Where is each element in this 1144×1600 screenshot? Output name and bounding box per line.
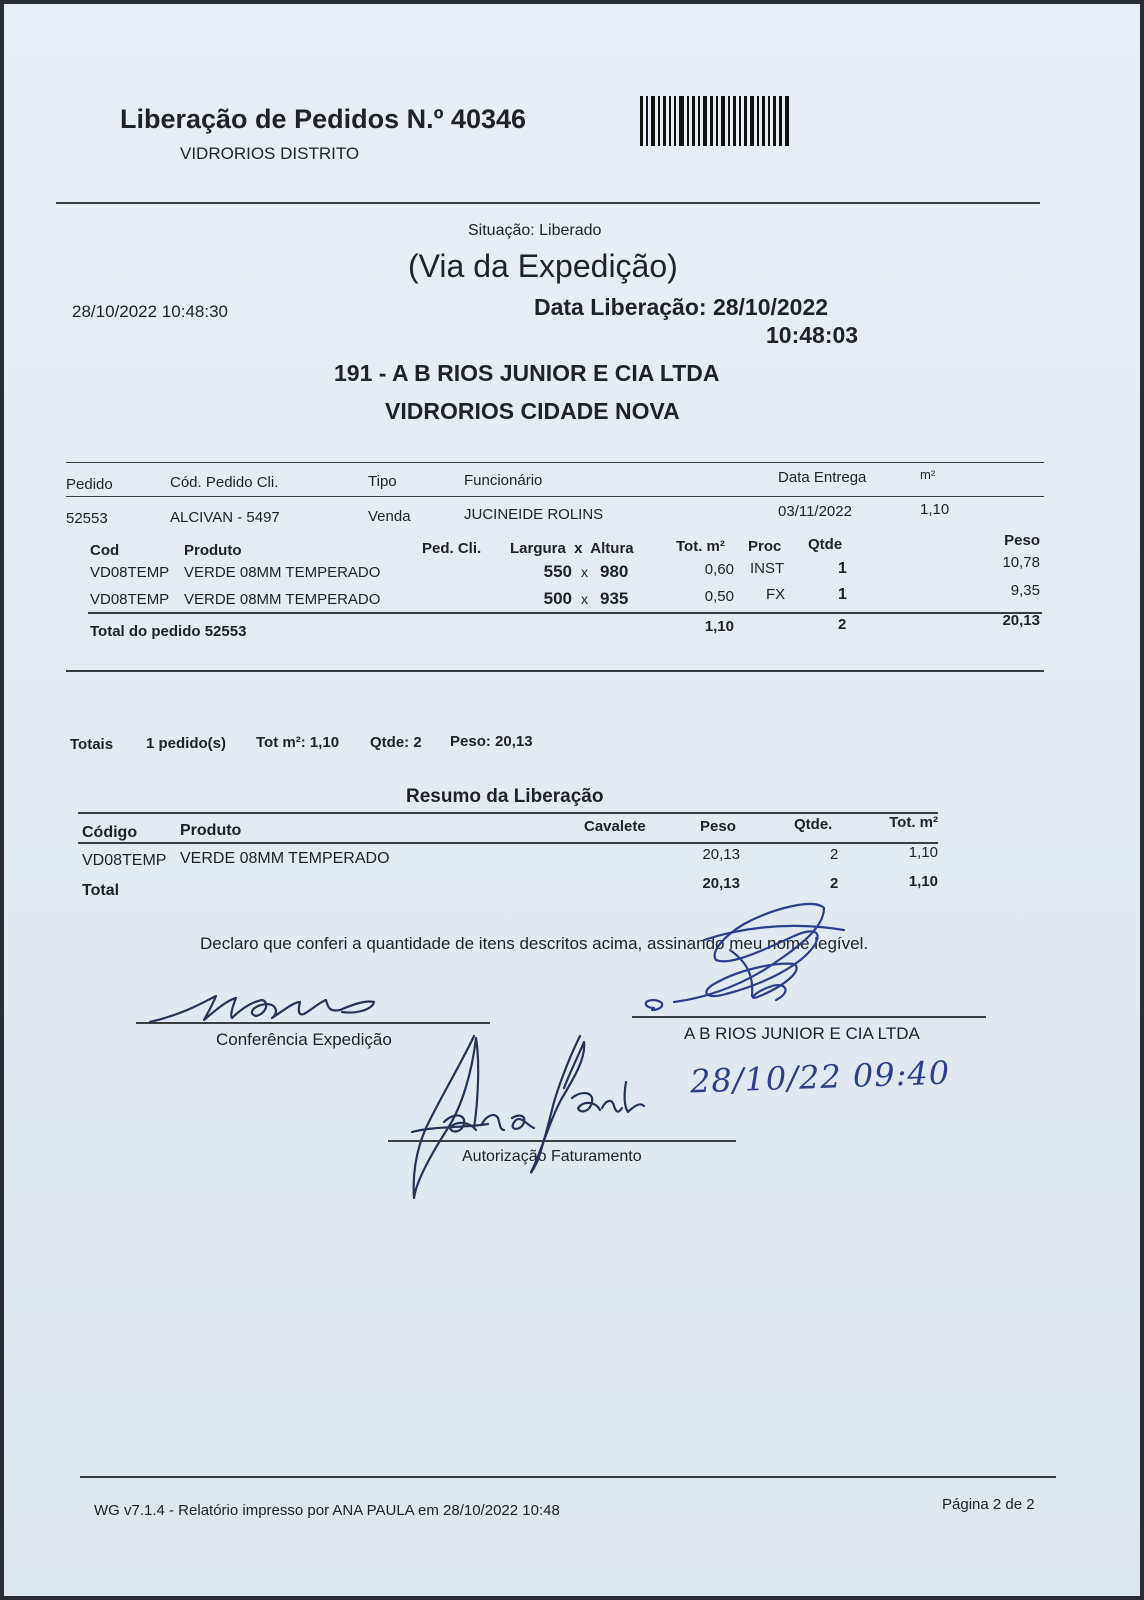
item-1-qtde: 1 <box>838 560 847 577</box>
via-label: (Via da Expedição) <box>408 248 678 284</box>
footer-divider <box>80 1476 1056 1478</box>
resumo-header-cavalete: Cavalete <box>584 818 646 835</box>
item-1-peso: 10,78 <box>1002 554 1040 571</box>
situacao-status: Situação: Liberado <box>468 222 602 239</box>
resumo-header-divider <box>78 842 938 844</box>
resumo-row-tot-m2: 1,10 <box>908 844 938 861</box>
item-1-tot-m2: 0,60 <box>704 561 734 578</box>
item-1-times: x <box>581 564 588 580</box>
item-header-produto: Produto <box>184 542 242 559</box>
order-total-tot-m2: 1,10 <box>704 618 734 635</box>
resumo-title: Resumo da Liberação <box>406 786 604 807</box>
item-2-largura: 500 <box>543 589 572 608</box>
item-2-altura: 935 <box>600 589 629 608</box>
order-header-divider <box>66 496 1044 497</box>
document-title: Liberação de Pedidos N.º 40346 <box>120 104 527 134</box>
item-header-ped-cli: Ped. Cli. <box>422 540 482 557</box>
item-1-largura: 550 <box>543 562 572 581</box>
totais-peso: Peso: 20,13 <box>450 733 533 750</box>
item-1-produto: VERDE 08MM TEMPERADO <box>184 564 381 581</box>
item-2-tot-m2: 0,50 <box>704 588 734 605</box>
data-liberacao: Data Liberação: 28/10/2022 <box>534 294 829 320</box>
totais-label: Totais <box>70 736 114 753</box>
items-total-divider <box>88 612 1042 614</box>
col-header-m2: m² <box>920 467 936 482</box>
item-header-peso: Peso <box>1004 532 1040 549</box>
col-header-data-entrega: Data Entrega <box>778 469 867 486</box>
order-cod-pedido-cli: ALCIVAN - 5497 <box>170 509 280 526</box>
resumo-header-codigo: Código <box>82 824 138 841</box>
resumo-row-peso: 20,13 <box>702 846 740 863</box>
order-data-entrega: 03/11/2022 <box>778 503 852 520</box>
resumo-row-qtde: 2 <box>830 846 839 863</box>
item-2-peso: 9,35 <box>1010 582 1040 599</box>
client-branch: VIDRORIOS CIDADE NOVA <box>385 398 680 424</box>
item-header-largura-altura: Largura x Altura <box>510 540 634 557</box>
header-divider <box>56 202 1040 204</box>
item-header-tot-m2: Tot. m² <box>676 538 725 555</box>
footer-printed-by: WG v7.1.4 - Relatório impresso por ANA PAULA em 28/10/2022 10:48 <box>94 1502 560 1519</box>
item-2-produto: VERDE 08MM TEMPERADO <box>184 591 381 608</box>
autorizacao-label: Autorização Faturamento <box>462 1148 642 1165</box>
order-m2: 1,10 <box>920 501 950 518</box>
issuing-company: VIDRORIOS DISTRITO <box>180 144 360 163</box>
item-2-proc: FX <box>766 586 786 603</box>
col-header-pedido: Pedido <box>66 476 113 493</box>
order-table-bottom-border <box>66 670 1044 672</box>
resumo-total-peso: 20,13 <box>702 875 740 892</box>
col-header-cod-pedido-cli: Cód. Pedido Cli. <box>170 474 279 491</box>
item-header-qtde: Qtde <box>808 536 843 553</box>
document-page <box>4 4 1140 1596</box>
item-2-times: x <box>581 591 588 607</box>
item-1-altura: 980 <box>600 562 629 581</box>
resumo-total-tot-m2: 1,10 <box>908 873 938 890</box>
item-header-cod: Cod <box>90 542 120 559</box>
resumo-total-label: Total <box>82 882 120 899</box>
col-header-funcionario: Funcionário <box>464 472 543 489</box>
totais-pedidos: 1 pedido(s) <box>146 735 227 752</box>
barcode <box>640 96 792 146</box>
resumo-header-peso: Peso <box>700 818 736 835</box>
resumo-top-border <box>78 812 938 814</box>
resumo-row-codigo: VD08TEMP <box>82 852 167 869</box>
data-liberacao-time: 10:48:03 <box>766 322 859 348</box>
client-name: 191 - A B RIOS JUNIOR E CIA LTDA <box>334 360 720 386</box>
resumo-total-qtde: 2 <box>830 875 839 892</box>
order-total-qtde: 2 <box>838 616 847 633</box>
item-2-cod: VD08TEMP <box>90 591 170 608</box>
resumo-row-produto: VERDE 08MM TEMPERADO <box>180 850 390 867</box>
conferencia-signature <box>144 992 384 1032</box>
handwritten-date: 28/10/22 09:40 <box>689 1053 951 1101</box>
col-header-tipo: Tipo <box>368 473 397 490</box>
autorizacao-signature <box>404 1032 664 1202</box>
totais-qtde: Qtde: 2 <box>370 734 422 751</box>
item-2-qtde: 1 <box>838 586 847 603</box>
order-pedido: 52553 <box>66 510 108 527</box>
resumo-header-produto: Produto <box>180 822 242 839</box>
order-tipo: Venda <box>368 508 411 525</box>
order-total-label: Total do pedido 52553 <box>90 623 247 640</box>
order-funcionario: JUCINEIDE ROLINS <box>464 506 604 523</box>
resumo-header-qtde: Qtde. <box>794 816 833 833</box>
item-1-proc: INST <box>750 560 785 577</box>
conferencia-label: Conferência Expedição <box>216 1030 392 1049</box>
footer-page-number: Página 2 de 2 <box>942 1496 1035 1513</box>
totais-tot-m2: Tot m²: 1,10 <box>256 734 340 751</box>
item-1-cod: VD08TEMP <box>90 564 170 581</box>
order-table-top-border <box>66 462 1044 463</box>
order-total-peso: 20,13 <box>1002 612 1040 629</box>
client-signature <box>634 900 854 1020</box>
printed-datetime: 28/10/2022 10:48:30 <box>72 302 228 321</box>
item-header-proc: Proc <box>748 538 782 555</box>
resumo-header-tot-m2: Tot. m² <box>889 814 938 831</box>
client-signature-label: A B RIOS JUNIOR E CIA LTDA <box>684 1024 920 1043</box>
declaration-text: Declaro que conferi a quantidade de itens descritos acima, assinando meu nome legível. <box>200 934 869 953</box>
